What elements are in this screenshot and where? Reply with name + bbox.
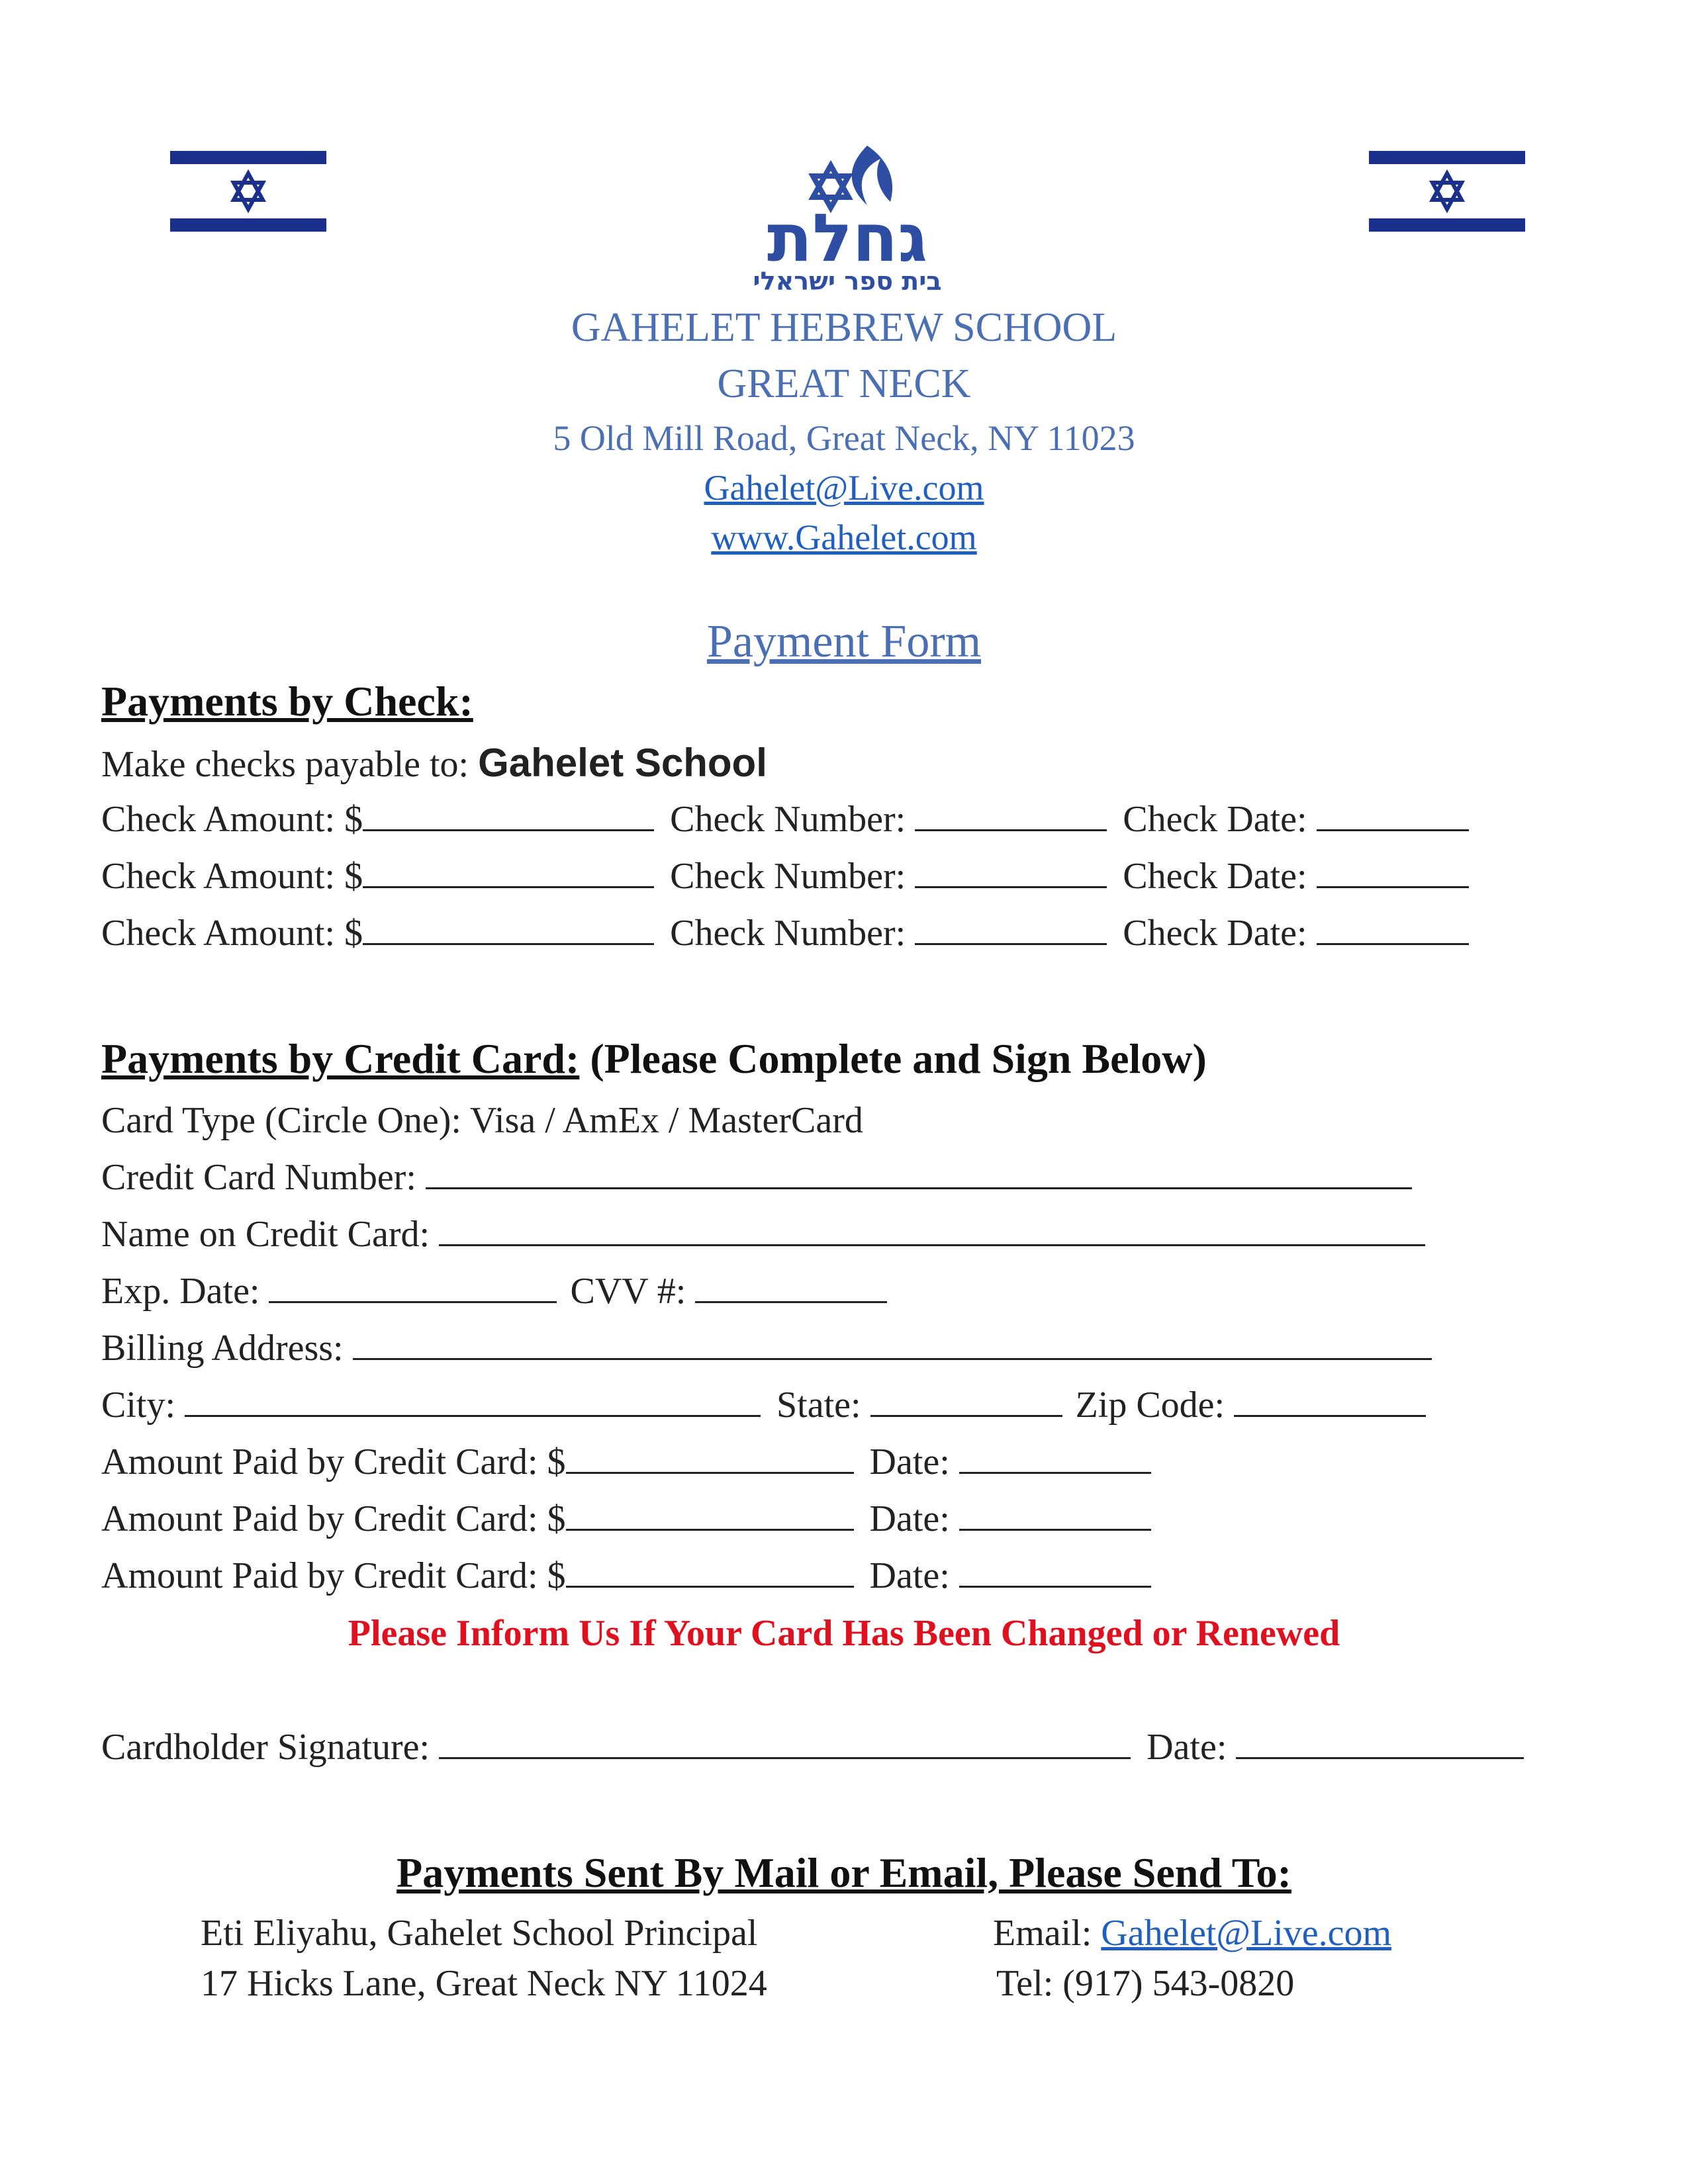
check-date-field[interactable] <box>1317 800 1469 831</box>
signature-label: Cardholder Signature: <box>101 1727 430 1768</box>
israel-flag-right <box>1369 146 1525 237</box>
card-name-row <box>101 1206 1425 1263</box>
city-field[interactable] <box>185 1386 761 1417</box>
check-row-3 <box>101 905 1469 962</box>
city-state-zip-row <box>101 1377 1426 1433</box>
zip-field[interactable] <box>1234 1386 1426 1417</box>
check-number-label: Check Number: <box>670 856 906 897</box>
signature-row <box>101 1719 1524 1776</box>
payable-line <box>101 735 767 793</box>
card-date-label: Date: <box>869 1441 950 1482</box>
card-heading-note: (Please Complete and Sign Below) <box>590 1035 1207 1082</box>
contact-name: Eti Eliyahu, Gahelet School Principal <box>201 1913 758 1954</box>
signature-field[interactable] <box>439 1728 1131 1759</box>
check-amount-field[interactable] <box>363 914 654 945</box>
card-number-field[interactable] <box>426 1158 1412 1189</box>
card-amount-row-2 <box>101 1490 1151 1547</box>
check-date-label: Check Date: <box>1123 913 1307 954</box>
school-address: 5 Old Mill Road, Great Neck, NY 11023 <box>553 418 1135 458</box>
card-amount-row-1 <box>101 1433 1151 1490</box>
check-number-label: Check Number: <box>670 913 906 954</box>
card-amount-field[interactable] <box>566 1500 854 1531</box>
zip-label: Zip Code: <box>1075 1385 1225 1426</box>
form-title: Payment Form <box>706 616 982 667</box>
city-label: City: <box>101 1385 176 1426</box>
exp-date-label: Exp. Date: <box>101 1271 260 1312</box>
signature-date-label: Date: <box>1147 1727 1227 1768</box>
card-name-field[interactable] <box>439 1215 1425 1246</box>
contact-address: 17 Hicks Lane, Great Neck NY 11024 <box>201 1963 767 2004</box>
check-number-field[interactable] <box>915 857 1107 888</box>
exp-cvv-row <box>101 1263 887 1320</box>
card-change-notice: Please Inform Us If Your Card Has Been Changed or Renewed <box>348 1613 1340 1654</box>
exp-date-field[interactable] <box>269 1272 557 1303</box>
card-amount-label: Amount Paid by Credit Card: $ <box>101 1498 566 1539</box>
check-section-heading: Payments by Check: <box>101 678 473 725</box>
card-date-field[interactable] <box>959 1443 1151 1474</box>
billing-address-field[interactable] <box>353 1329 1432 1360</box>
card-amount-field[interactable] <box>566 1443 854 1474</box>
check-amount-field[interactable] <box>363 800 654 831</box>
check-number-field[interactable] <box>915 914 1107 945</box>
card-date-field[interactable] <box>959 1500 1151 1531</box>
check-date-label: Check Date: <box>1123 856 1307 897</box>
check-row-1 <box>101 791 1469 848</box>
billing-row <box>101 1320 1432 1377</box>
check-number-label: Check Number: <box>670 799 906 840</box>
school-city: GREAT NECK <box>717 361 971 406</box>
card-type-line: Card Type (Circle One): Visa / AmEx / MasterCard <box>101 1100 863 1141</box>
payable-label: Make checks payable to: <box>101 744 469 785</box>
cvv-field[interactable] <box>695 1272 887 1303</box>
contact-email-label: Email: <box>993 1913 1092 1954</box>
school-name: GAHELET HEBREW SCHOOL <box>571 305 1117 350</box>
check-amount-label: Check Amount: $ <box>101 913 363 954</box>
contact-tel: Tel: (917) 543-0820 <box>996 1963 1295 2004</box>
card-date-label: Date: <box>869 1555 950 1596</box>
card-amount-label: Amount Paid by Credit Card: $ <box>101 1555 566 1596</box>
israel-flag-left <box>170 146 326 237</box>
card-amount-field[interactable] <box>566 1557 854 1588</box>
card-date-label: Date: <box>869 1498 950 1539</box>
state-field[interactable] <box>870 1386 1062 1417</box>
logo-hebrew-subtitle: בית ספר ישראלי <box>753 267 942 296</box>
payable-name: Gahelet School <box>478 741 767 785</box>
card-amount-label: Amount Paid by Credit Card: $ <box>101 1441 566 1482</box>
school-email-link[interactable]: Gahelet@Live.com <box>704 468 984 508</box>
card-number-label: Credit Card Number: <box>101 1157 416 1198</box>
card-section-heading <box>101 1029 1207 1089</box>
check-row-2 <box>101 848 1469 905</box>
mail-section-heading: Payments Sent By Mail or Email, Please Send To: <box>397 1849 1291 1896</box>
school-logo <box>702 139 993 298</box>
check-number-field[interactable] <box>915 800 1107 831</box>
logo-hebrew-text: גחלת <box>767 199 928 277</box>
state-label: State: <box>776 1385 861 1426</box>
check-date-label: Check Date: <box>1123 799 1307 840</box>
contact-email-row <box>993 1905 1391 1962</box>
card-heading-main: Payments by Credit Card: <box>101 1035 580 1082</box>
contact-email-link[interactable]: Gahelet@Live.com <box>1101 1913 1392 1954</box>
card-name-label: Name on Credit Card: <box>101 1214 430 1255</box>
card-amount-row-3 <box>101 1547 1151 1604</box>
check-amount-field[interactable] <box>363 857 654 888</box>
check-amount-label: Check Amount: $ <box>101 799 363 840</box>
card-date-field[interactable] <box>959 1557 1151 1588</box>
cvv-label: CVV #: <box>570 1271 686 1312</box>
card-number-row <box>101 1149 1412 1206</box>
school-website-link[interactable]: www.Gahelet.com <box>711 518 977 557</box>
check-amount-label: Check Amount: $ <box>101 856 363 897</box>
check-date-field[interactable] <box>1317 914 1469 945</box>
billing-address-label: Billing Address: <box>101 1328 344 1369</box>
check-date-field[interactable] <box>1317 857 1469 888</box>
signature-date-field[interactable] <box>1236 1728 1524 1759</box>
